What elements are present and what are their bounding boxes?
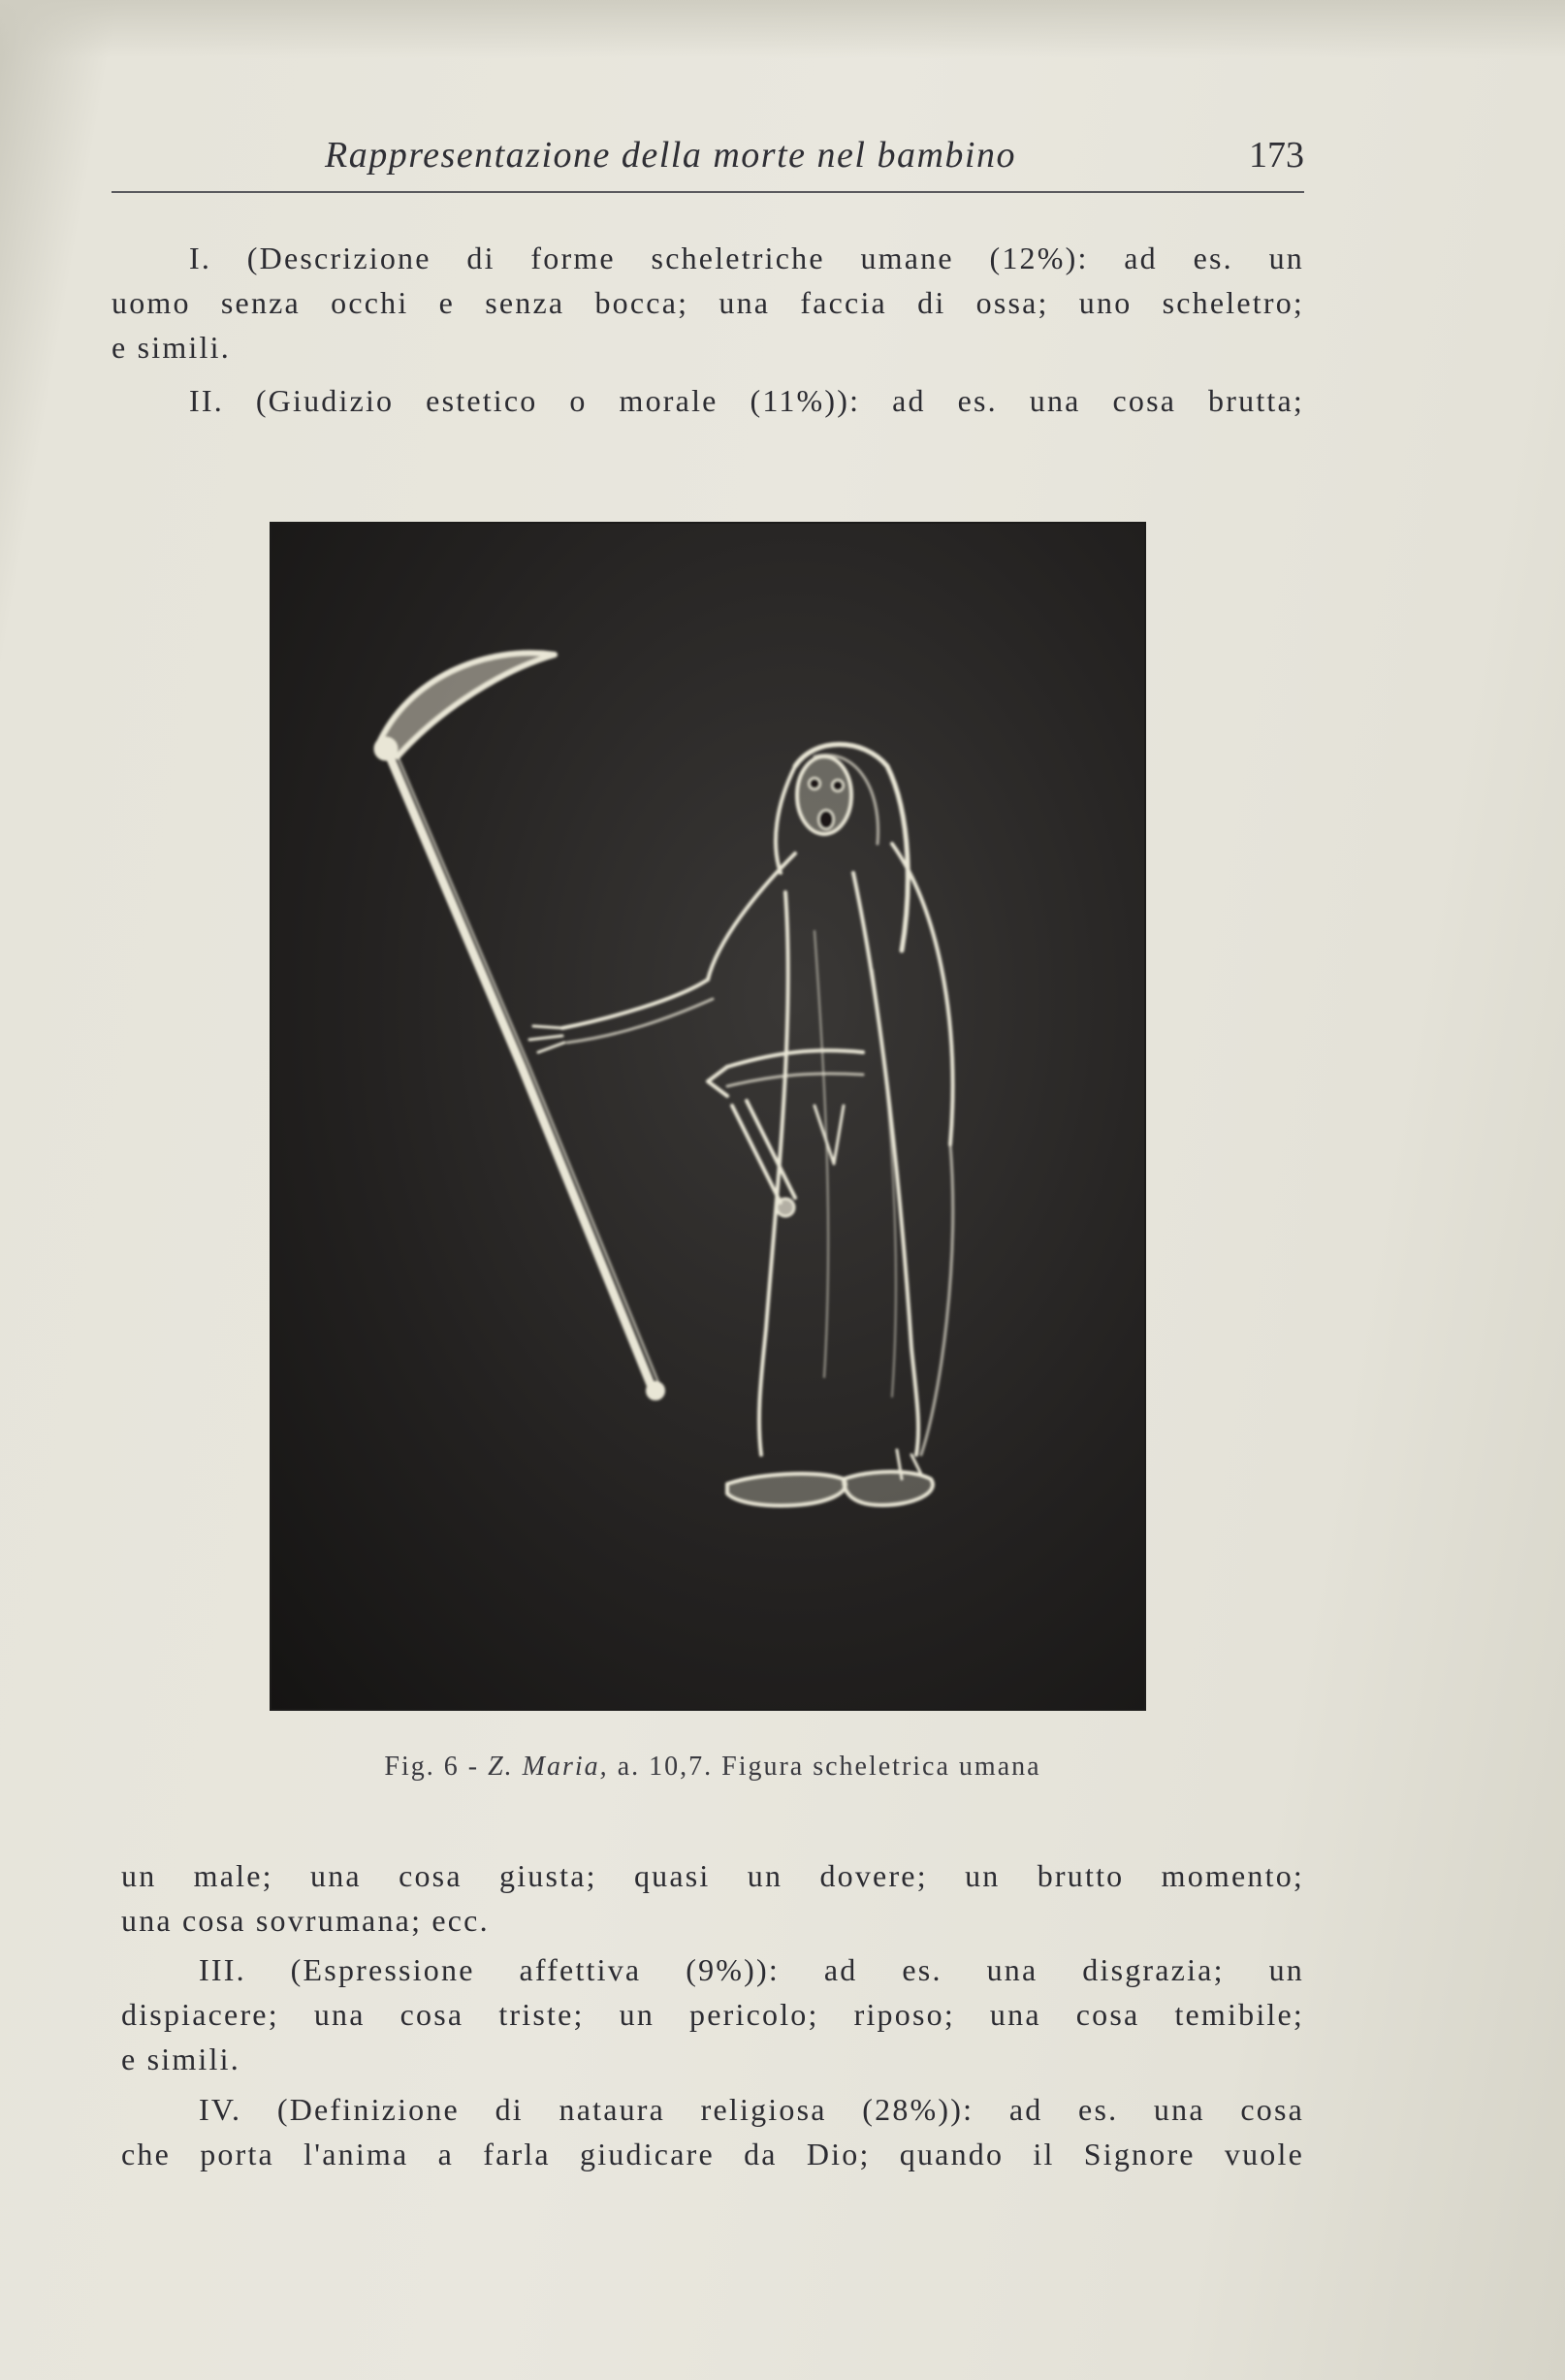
paragraph-category-2 [112, 378, 1304, 423]
figure-caption [320, 1752, 1105, 1783]
text-line: II. (Giudizio estetico o morale (11%)): ad es. una cosa brutta; [189, 383, 1304, 418]
paragraph-category-1-end [112, 325, 1304, 370]
page-shadow [0, 0, 1565, 58]
running-header [112, 128, 1304, 196]
text-line: dispiacere; una cosa triste; un pericolo; riposo; una cosa temibile; [121, 1997, 1304, 2032]
text-line: I. (Descrizione di forme scheletriche umane (12%): ad es. un [189, 241, 1304, 275]
text-line: III. (Espressione affettiva (9%)): ad es. una disgrazia; un [199, 1952, 1304, 1987]
paragraph-category-3 [121, 1947, 1304, 2037]
caption-rest: a. 10,7. Figura scheletrica umana [617, 1752, 1041, 1782]
running-title: Rappresentazione della morte nel bambino [325, 135, 1016, 176]
text-line: e simili. [121, 2042, 240, 2076]
text-line: IV. (Definizione di nataura religiosa (28%)): ad es. una cosa [199, 2092, 1304, 2127]
paragraph-category-4 [121, 2087, 1304, 2176]
scythe-blade [378, 653, 555, 756]
text-line: un male; una cosa giusta; quasi un dovere; un brutto momento; [121, 1858, 1304, 1893]
grim-reaper-drawing [271, 524, 1144, 1709]
paragraph-category-2-continued [121, 1853, 1304, 1898]
caption-prefix: Fig. 6 - [384, 1752, 480, 1782]
paragraph-category-2-end [121, 1898, 1304, 1943]
caption-name: Z. Maria, [488, 1752, 609, 1782]
page-number: 173 [1249, 135, 1304, 176]
text-line: che porta l'anima a farla giudicare da Dio; quando il Signore vuole [121, 2137, 1304, 2171]
text-line: una cosa sovrumana; ecc. [121, 1903, 490, 1938]
paragraph-category-3-end [121, 2037, 1304, 2081]
text-line: e simili. [112, 330, 231, 365]
text-line: uomo senza occhi e senza bocca; una faccia di ossa; uno scheletro; [112, 285, 1304, 320]
figure-drawing [271, 524, 1144, 1709]
paragraph-category-1 [112, 236, 1304, 325]
header-rule [112, 191, 1304, 193]
